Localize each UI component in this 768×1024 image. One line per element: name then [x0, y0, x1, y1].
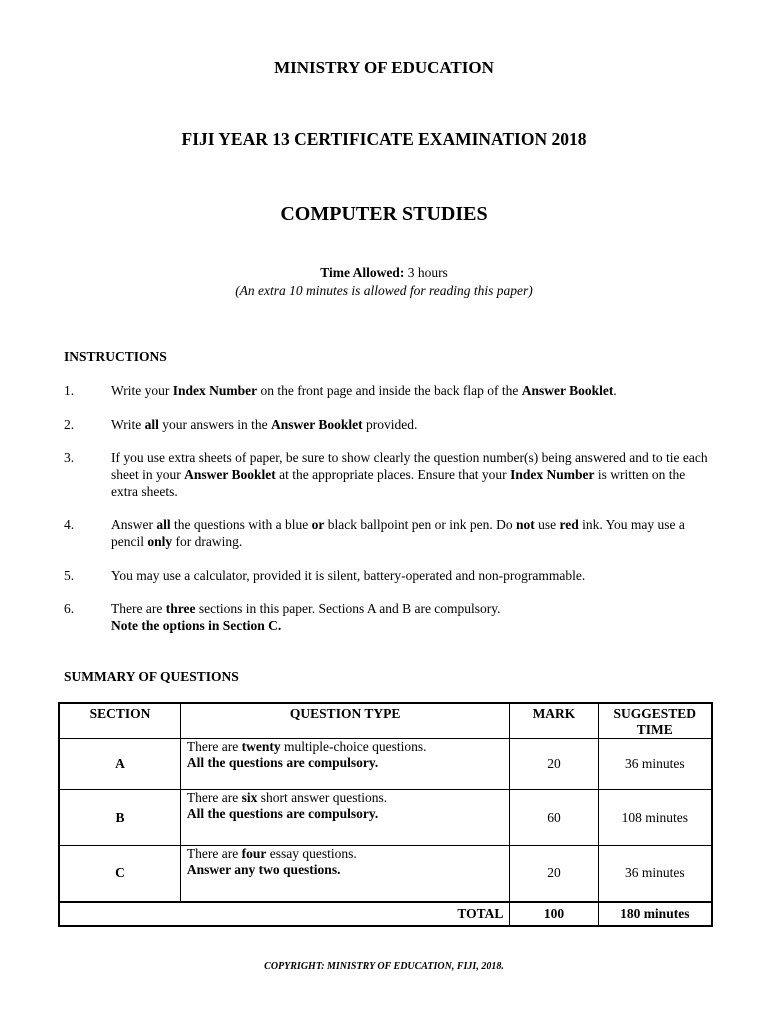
summary-heading: SUMMARY OF QUESTIONS	[64, 669, 239, 684]
instruction-text: You may use a calculator, provided it is silent, battery-operated and non-programmable.	[111, 568, 586, 583]
type-text: multiple-choice questions.	[280, 739, 427, 754]
instruction-bold: Note the options in Section C.	[111, 618, 282, 633]
total-row	[59, 902, 712, 926]
type-text: short answer questions.	[257, 790, 388, 805]
instruction-number: 4.	[64, 517, 75, 532]
instruction-text: black ballpoint pen or ink pen. Do	[324, 517, 516, 532]
row-section: C	[59, 846, 180, 902]
instruction-bold: all	[144, 417, 159, 432]
instruction-bold: Answer Booklet	[521, 383, 614, 398]
header-question-type: QUESTION TYPE	[180, 703, 509, 739]
instruction-text: There are	[111, 601, 166, 616]
instruction-bold: all	[156, 517, 171, 532]
table-row	[59, 790, 712, 846]
table-header-row	[59, 703, 712, 739]
type-text: There are	[186, 846, 242, 861]
instruction-bold: only	[147, 534, 173, 549]
summary-table	[58, 702, 713, 927]
ministry-title: MINISTRY OF EDUCATION	[274, 58, 494, 77]
instruction-number: 5.	[64, 568, 75, 583]
instruction-text: Answer	[111, 517, 157, 532]
row-mark: 60	[510, 790, 598, 846]
row-time: 36 minutes	[598, 739, 712, 790]
instruction-text: on the front page and inside the back flap of the	[257, 383, 522, 398]
reading-note: (An extra 10 minutes is allowed for reading this paper)	[235, 283, 533, 298]
time-allowed	[0, 264, 768, 281]
instructions-heading: INSTRUCTIONS	[64, 349, 167, 364]
time-allowed-label: Time Allowed:	[320, 265, 405, 280]
row-time: 36 minutes	[598, 846, 712, 902]
table-row	[59, 846, 712, 902]
instruction-text: your answers in the	[158, 417, 271, 432]
row-mark: 20	[510, 739, 598, 790]
instruction-text: sections in this paper. Sections A and B are compulsory.	[195, 601, 501, 616]
total-time: 180 minutes	[598, 902, 712, 926]
instruction-text: provided.	[362, 417, 418, 432]
total-mark: 100	[510, 902, 598, 926]
instruction-number: 1.	[64, 383, 75, 398]
table-row	[59, 739, 712, 790]
type-note: All the questions are compulsory.	[186, 755, 379, 770]
instruction-text: Write your	[111, 383, 173, 398]
type-text: There are	[186, 790, 242, 805]
exam-title: FIJI YEAR 13 CERTIFICATE EXAMINATION 2018	[181, 129, 587, 149]
instruction-text: .	[613, 383, 617, 398]
instruction-bold: or	[311, 517, 325, 532]
total-label: TOTAL	[59, 902, 510, 926]
subject-title: COMPUTER STUDIES	[280, 203, 488, 225]
row-time: 108 minutes	[598, 790, 712, 846]
instruction-bold: Index Number	[510, 467, 595, 482]
instruction-bold: red	[559, 517, 579, 532]
instruction-bold: three	[165, 601, 196, 616]
instruction-text: the questions with a blue	[170, 517, 312, 532]
header-mark: MARK	[510, 703, 598, 739]
instruction-bold: Answer Booklet	[270, 417, 363, 432]
type-note: Answer any two questions.	[186, 862, 341, 877]
instruction-text: If you use extra sheets of paper, be sure to show clearly the question number(s) being answered and to tie each sheet in your	[111, 450, 708, 482]
instruction-bold: Index Number	[172, 383, 258, 398]
row-question-type	[180, 790, 509, 846]
row-question-type	[180, 846, 509, 902]
header-suggested-time: SUGGESTED TIME	[598, 703, 712, 739]
instruction-number: 2.	[64, 417, 75, 432]
instruction-text: Write	[111, 417, 145, 432]
time-allowed-value: 3 hours	[407, 265, 448, 280]
type-count: six	[241, 790, 258, 805]
instruction-text: at the appropriate places. Ensure that your	[275, 467, 511, 482]
instruction-text: is written on the extra sheets.	[111, 467, 686, 499]
instruction-bold: Answer Booklet	[184, 467, 276, 482]
instruction-text: ink. You may use a pencil	[111, 517, 685, 549]
header-section: SECTION	[59, 703, 180, 739]
instruction-number: 3.	[64, 450, 75, 465]
type-text: essay questions.	[266, 846, 357, 861]
instruction-bold: not	[515, 517, 535, 532]
row-mark: 20	[510, 846, 598, 902]
instruction-text: for drawing.	[172, 534, 243, 549]
row-section: B	[59, 790, 180, 846]
row-question-type	[180, 739, 509, 790]
row-section: A	[59, 739, 180, 790]
type-text: There are	[186, 739, 242, 754]
instruction-text: use	[534, 517, 560, 532]
type-count: twenty	[241, 739, 281, 754]
type-count: four	[241, 846, 267, 861]
copyright-notice: COPYRIGHT: MINISTRY OF EDUCATION, FIJI, 2018.	[264, 961, 504, 972]
type-note: All the questions are compulsory.	[186, 806, 379, 821]
instruction-number: 6.	[64, 601, 75, 616]
